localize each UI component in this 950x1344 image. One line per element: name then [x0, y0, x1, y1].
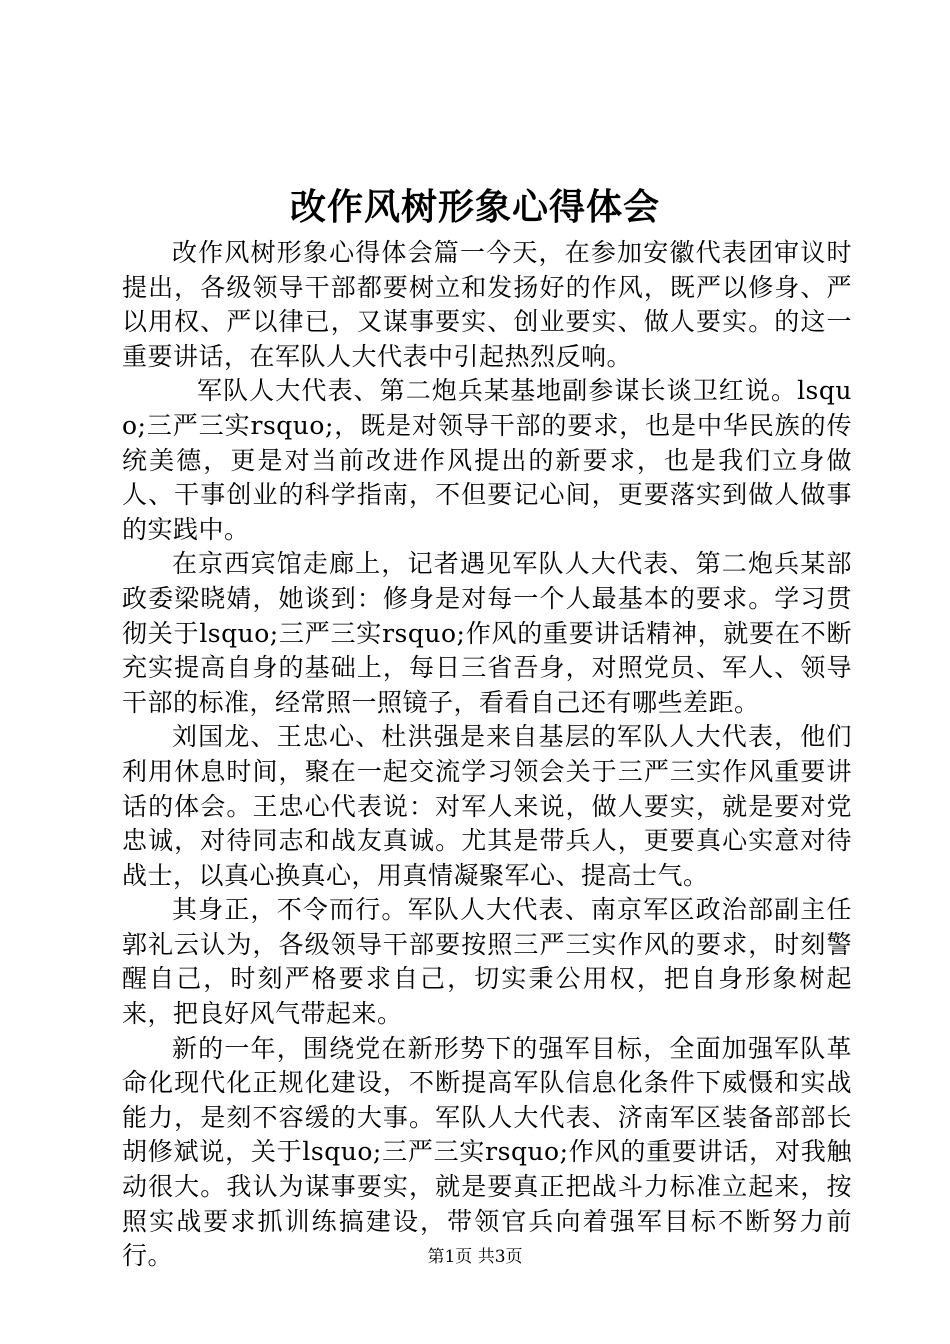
paragraph: 其身正，不令而行。军队人大代表、南京军区政治部副主任郭礼云认为，各级领导干部要按照三严三实作风的要求，时刻警醒自己，时刻严格要求自己，切实秉公用权，把自身形象树起来，把良好风气带起来。	[122, 895, 852, 1029]
paragraph: 军队人大代表、第二炮兵某基地副参谋长谈卫红说。lsquo;三严三实rsquo;，既是对领导干部的要求，也是中华民族的传统美德，更是对当前改进作风提出的新要求，也是我们立身做人、干事创业的科学指南，不但要记心间，更要落实到做人做事的实践中。	[122, 376, 852, 544]
paragraph: 在京西宾馆走廊上，记者遇见军队人大代表、第二炮兵某部政委梁晓婧，她谈到：修身是对每一个人最基本的要求。学习贯彻关于lsquo;三严三实rsquo;作风的重要讲话精神，就要在不断充实提高自身的基础上，每日三省吾身，对照党员、军人、领导干部的标准，经常照一照镜子，看看自己还有哪些差距。	[122, 549, 852, 717]
document-body	[122, 236, 852, 1274]
paragraph: 新的一年，围绕党在新形势下的强军目标，全面加强军队革命化现代化正规化建设，不断提高军队信息化条件下威慑和实战能力，是刻不容缓的大事。军队人大代表、济南军区装备部部长胡修斌说，关于lsquo;三严三实rsquo;作风的重要讲话，对我触动很大。我认为谋事要实，就是要真正把战斗力标准立起来，按照实战要求抓训练搞建设，带领官兵向着强军目标不断努力前行。	[122, 1033, 852, 1271]
page-number: 第1页 共3页	[427, 1247, 523, 1267]
paragraph: 刘国龙、王忠心、杜洪强是来自基层的军队人大代表，他们利用休息时间，聚在一起交流学习领会关于三严三实作风重要讲话的体会。王忠心代表说：对军人来说，做人要实，就是要对党忠诚，对待同志和战友真诚。尤其是带兵人，更要真心实意对待战士，以真心换真心，用真情凝聚军心、提高士气。	[122, 722, 852, 890]
page-title: 改作风树形象心得体会	[289, 186, 660, 228]
paragraph: 改作风树形象心得体会篇一今天，在参加安徽代表团审议时提出，各级领导干部都要树立和发扬好的作风，既严以修身、严以用权、严以律已，又谋事要实、创业要实、做人要实。的这一重要讲话，在军队人大代表中引起热烈反响。	[122, 238, 852, 371]
